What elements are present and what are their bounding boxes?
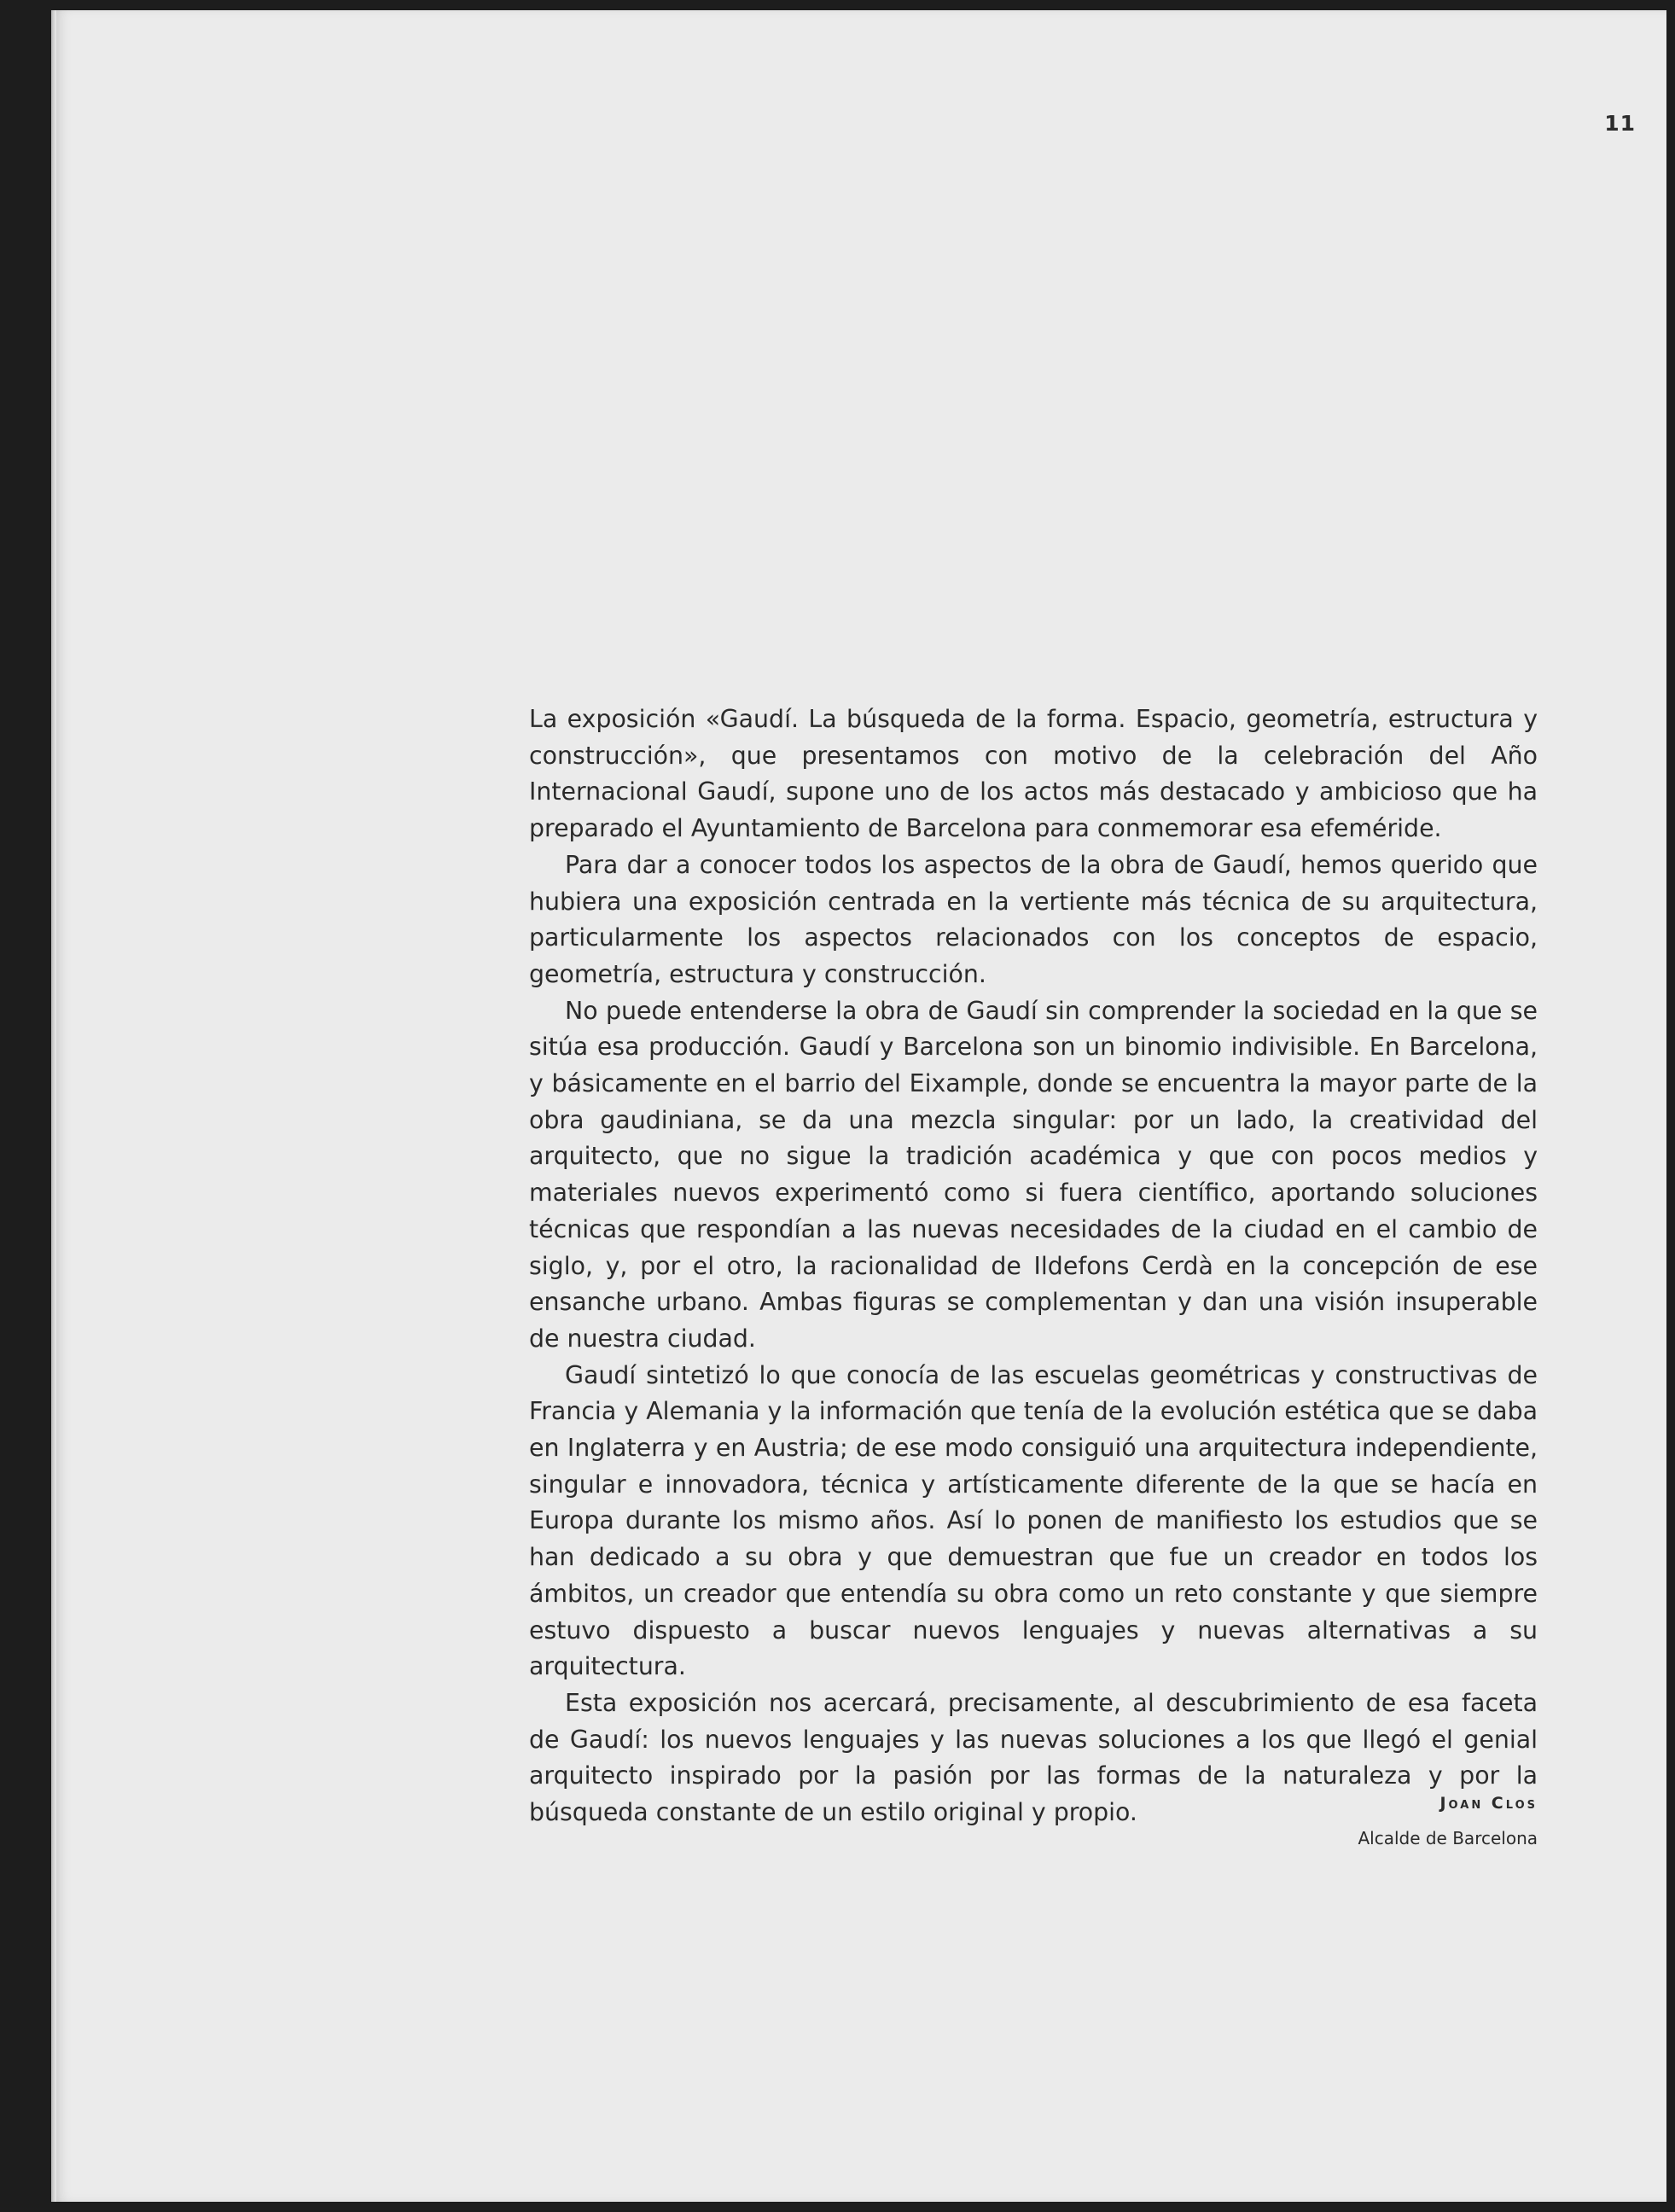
- signature-role: Alcalde de Barcelona: [1358, 1828, 1538, 1848]
- paragraph-4: Gaudí sintetizó lo que conocía de las escuelas geométricas y constructivas de Francia y Alemania y la información que tenía de la evolución estética que se daba en Inglaterra y en Austria; de ese modo consiguió una arquitectura independiente, singular e innovadora, técnica y artísticamente diferente de la que se hacía en Europa durante los mismo años. Así lo ponen de manifiesto los estudios que se han dedicado a su obra y que demuestran que fue un creador en todos los ámbitos, un creador que entendía su obra como un reto constante y que siempre estuvo dispuesto a buscar nuevos lenguajes y nuevas alternativas a su arquitectura.: [529, 1360, 1538, 1681]
- page-number: 11: [1604, 111, 1636, 136]
- paragraph-3: No puede entenderse la obra de Gaudí sin comprender la sociedad en la que se sitúa esa producción. Gaudí y Barcelona son un binomio indivisible. En Barcelona, y básicamente en el barrio del Eixample, donde se encuentra la mayor parte de la obra gaudiniana, se da una mezcla singular: por un lado, la creatividad del arquitecto, que no sigue la tradición académica y que con pocos medios y materiales nuevos experimentó como si fuera científico, aportando soluciones técnicas que respondían a las nuevas necesidades de la ciudad en el cambio de siglo, y, por el otro, la racionalidad de Ildefons Cerdà en la concepción de ese ensanche urbano. Ambas figuras se complementan y dan una visión insuperable de nuestra ciudad.: [529, 996, 1538, 1353]
- paragraph-5: Esta exposición nos acercará, precisamente, al descubrimiento de esa faceta de Gaudí: los nuevos lenguajes y las nuevas soluciones a los que llegó el genial arquitecto inspirado por la pasión por las formas de la naturaleza y por la búsqueda constante de un estilo original y propio.: [529, 1688, 1538, 1827]
- paragraph-1: La exposición «Gaudí. La búsqueda de la forma. Espacio, geometría, estructura y construcción», que presentamos con motivo de la celebración del Año Internacional Gaudí, supone uno de los actos más destacado y ambicioso que ha preparado el Ayuntamiento de Barcelona para conmemorar esa efeméride.: [529, 705, 1538, 843]
- book-page: [51, 10, 1666, 2202]
- binding-edge: [51, 10, 56, 2202]
- signature-block: [1358, 1794, 1538, 1848]
- signature-name: Joan Clos: [1439, 1794, 1538, 1813]
- body-text: [529, 701, 1538, 1831]
- paragraph-2: Para dar a conocer todos los aspectos de la obra de Gaudí, hemos querido que hubiera una exposición centrada en la vertiente más técnica de su arquitectura, particularmente los aspectos relacionados con los conceptos de espacio, geometría, estructura y construcción.: [529, 850, 1538, 988]
